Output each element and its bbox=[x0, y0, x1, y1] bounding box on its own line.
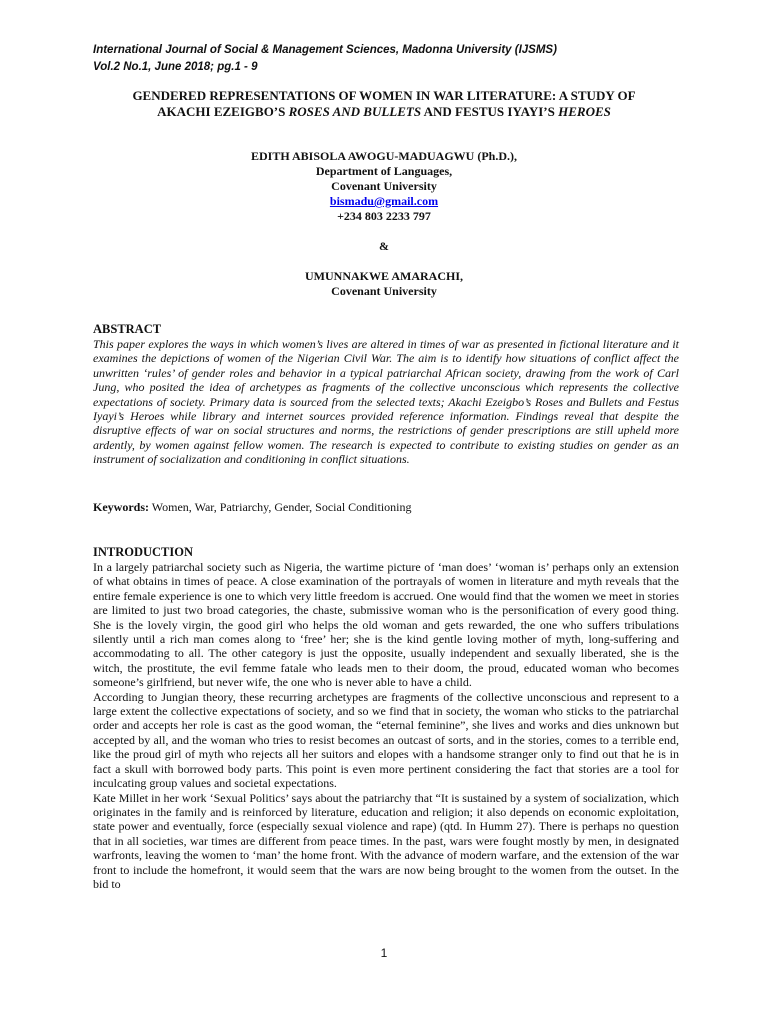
title-book-1: ROSES AND BULLETS bbox=[288, 104, 422, 119]
author-1-email-link[interactable]: bismadu@gmail.com bbox=[329, 194, 439, 208]
author-2-university: Covenant University bbox=[331, 284, 437, 298]
keywords-list: Women, War, Patriarchy, Gender, Social Conditioning bbox=[149, 500, 412, 514]
author-1-department: Department of Languages, bbox=[315, 164, 453, 178]
introduction-body bbox=[93, 560, 679, 891]
intro-paragraph-2: According to Jungian theory, these recurring archetypes are fragments of the collective unconscious and represent to a large extent the collective expectations of society, and so we find that in society, the woman who sticks to the patriarchal order and accepts her role is cast as the good woman, the “eternal feminine”, she lives and works and dies unknown but accepted by all, and the woman who tries to resist becomes an outcast of sorts, and in the stories, comes to a terrible end, like the proud girl of myth who rejects all her suitors and elopes with a handsome stranger only to find out that he is in fact a skull with borrowed body parts. This point is even more pertinent considering the fact that stories are a tool for inculcating group values and societal expectations. bbox=[93, 689, 679, 791]
author-1-phone: +234 803 2233 797 bbox=[337, 209, 431, 223]
abstract-heading: ABSTRACT bbox=[93, 322, 162, 336]
title-line-1: GENDERED REPRESENTATIONS OF WOMEN IN WAR LITERATURE: A STUDY OF bbox=[132, 88, 636, 103]
author-block bbox=[90, 149, 678, 299]
page-number: 1 bbox=[380, 946, 388, 960]
keywords bbox=[93, 500, 679, 514]
title-author-1: AKACHI EZEIGBO’S bbox=[157, 104, 289, 119]
title-book-2: HEROES bbox=[558, 104, 611, 119]
author-2-name: UMUNNAKWE AMARACHI, bbox=[305, 269, 463, 283]
paper-title bbox=[90, 88, 678, 120]
journal-volume: Vol.2 No.1, June 2018; pg.1 - 9 bbox=[93, 61, 258, 73]
intro-paragraph-3: Kate Millet in her work ‘Sexual Politics’ says about the patriarchy that “It is sustained by a system of socialization, which originates in the family and is reinforced by literature, education and religion; it also depends on economic exploitation, state power and eventually, force (especially sexual violence and rape) (qtd. In Humm 27). There is perhaps no question that in all societies, war times are different from peace times. In the past, wars were fought mostly by men, in designated warfronts, leaving the women to ‘man’ the home front. With the advance of modern warfare, and the extension of the war front to include the homefront, it would seem that the wars are now being brought to the women from the outset. In the bid to bbox=[93, 790, 679, 891]
journal-name: International Journal of Social & Management Sciences, Madonna University (IJSMS) bbox=[93, 44, 557, 56]
introduction-heading: INTRODUCTION bbox=[93, 545, 194, 559]
keywords-label: Keywords: bbox=[93, 500, 149, 514]
title-line-2 bbox=[90, 104, 678, 120]
journal-header bbox=[93, 42, 693, 76]
author-1-university: Covenant University bbox=[331, 179, 437, 193]
author-1-name: EDITH ABISOLA AWOGU-MADUAGWU (Ph.D.), bbox=[250, 149, 518, 163]
title-author-2: AND FESTUS IYAYI’S bbox=[421, 104, 559, 119]
abstract-text: This paper explores the ways in which women’s lives are altered in times of war as presented in fictional literature and it examines the depictions of women of the Nigerian Civil War. The aim is to identify how situations of conflict affect the unwritten ‘rules’ of gender roles and behavior in a typical patriarchal African society, drawing from the work of Carl Jung, who posited the idea of archetypes as fragments of the collective unconscious which represents the collective expectations of society. Primary data is sourced from the selected texts; Akachi Ezeigbo’s Roses and Bullets and Festus Iyayi’s Heroes while library and internet sources provided reference information. Findings reveal that despite the disruptive effects of war on social structures and norms, the restrictions of gender prescriptions are still upheld more ardently, by women against fellow women. The research is expected to contribute to existing studies on gender as an instrument of socialization and conditioning in conflict situations. bbox=[93, 337, 679, 467]
intro-paragraph-1: In a largely patriarchal society such as Nigeria, the wartime picture of ‘man does’ ‘woman is’ perhaps only an extension of what obtains in times of peace. A close examination of the portrayals of women in literature and myth reveals that the entire female experience is one to which very little freedom is accrued. One would find that the women we meet in stories are limited to just two broad categories, the chaste, submissive woman who is the personification of every good thing. She is the lovely virgin, the good girl who helps the old woman and gets rewarded, the one who suffers tribulations silently until a rich man comes along to ‘free’ her; she is the kind gentle loving mother of myth, long-suffering and accommodating to all. The other category is just the opposite, usually independent and sexually liberated, she is the witch, the prostitute, the evil femme fatale who leads men to their doom, the proud, educated woman who becomes someone’s girlfriend, but never wife, the one who is never able to have a child. bbox=[93, 560, 679, 690]
author-separator: & bbox=[379, 239, 389, 253]
